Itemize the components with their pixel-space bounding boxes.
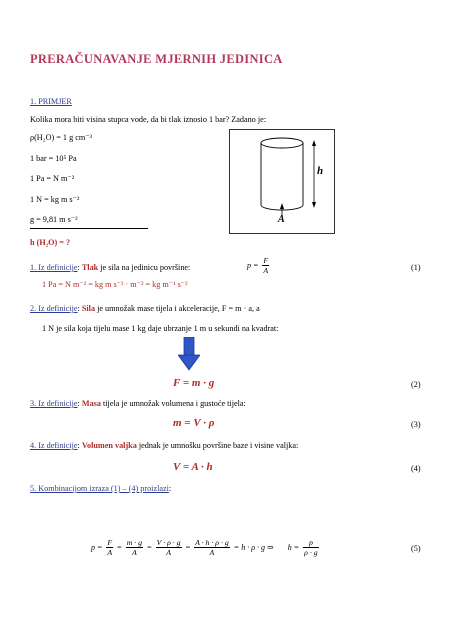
area-label: A (278, 214, 285, 225)
step4-text: 4. Iz definicije: Volumen valjka jednak je umnošku površine baze i visine valjka: (30, 441, 299, 450)
step3-text: 3. Iz definicije: Masa tijela je umnožak volumena i gustoće tijela: (30, 399, 246, 408)
eq-number-4: (4) (411, 464, 421, 473)
page-title: PRERAČUNAVANJE MJERNIH JEDINICA (30, 52, 283, 66)
formula-5: p = $\frac{F}{A}$ = $\frac{m \cdot g}{A}$ = $\frac{V \cdot \rho \cdot g}{A}$ = $\frac{A \cdot h \cdot \rho \cdot g}{A}$ = h · ρ · g ⇒ h = $\frac{p}{\rho \cdot g}$ (91, 538, 318, 557)
step1-pascal-derivation: 1 Pa = N m⁻² = kg m s⁻² · m⁻² = kg m⁻¹ s⁻² (42, 280, 188, 289)
eq-number-3: (3) (411, 420, 421, 429)
eq-number-2: (2) (411, 380, 421, 389)
given-density: ρ(H₂O) = 1 g cm⁻³ (30, 133, 92, 142)
step2-newton-definition: 1 N je sila koja tijelu mase 1 kg daje ubrzanje 1 m u sekundi na kvadrat: (42, 324, 279, 333)
cylinder-top (261, 138, 303, 148)
eq-number-5: (5) (411, 544, 421, 553)
keyword-volumen-valjka: Volumen valjka (81, 441, 137, 450)
step5-link[interactable]: 5. Kombinacijom izraza (1) – (4) proizlazi (30, 484, 169, 493)
given-bar: 1 bar = 10⁵ Pa (30, 154, 77, 163)
given-underline (30, 228, 148, 229)
eq-number-1: (1) (411, 263, 421, 272)
section-heading[interactable]: 1. PRIMJER (30, 97, 72, 106)
area-arrow-head (280, 203, 284, 209)
keyword-tlak: Tlak (81, 263, 99, 272)
formula-3: m = V · ρ (173, 417, 215, 429)
step1-text: 1. Iz definicije: Tlak je sila na jedinicu površine: (30, 263, 191, 272)
keyword-sila: Sila (81, 304, 96, 313)
given-gravity: g = 9,81 m s⁻² (30, 215, 78, 224)
step2-link[interactable]: 2. Iz definicije (30, 304, 78, 313)
problem-question: Kolika mora biti visina stupca vode, da bi tlak iznosio 1 bar? Zadano je: (30, 115, 267, 124)
formula-4: V = A · h (173, 461, 213, 473)
down-arrow-icon (178, 337, 200, 371)
step5-text: 5. Kombinacijom izraza (1) – (4) proizlazi: (30, 484, 172, 493)
height-arrow-down (312, 202, 316, 208)
given-pascal: 1 Pa = N m⁻² (30, 174, 75, 183)
keyword-masa: Masa (81, 399, 101, 408)
step3-link[interactable]: 3. Iz definicije (30, 399, 78, 408)
step4-link[interactable]: 4. Iz definicije (30, 441, 78, 450)
step1-link[interactable]: 1. Iz definicije (30, 263, 78, 272)
find-height: h (H₂O) = ? (30, 238, 71, 247)
step2-text: 2. Iz definicije: Sila je umnožak mase tijela i akceleracije, F = m · a, a (30, 304, 260, 313)
height-label: h (317, 165, 324, 177)
given-newton: 1 N = kg m s⁻² (30, 195, 80, 204)
formula-2: F = m · g (173, 377, 215, 389)
height-arrow-up (312, 140, 316, 146)
formula-1: p = $\frac{F}{A}$ (247, 256, 269, 275)
